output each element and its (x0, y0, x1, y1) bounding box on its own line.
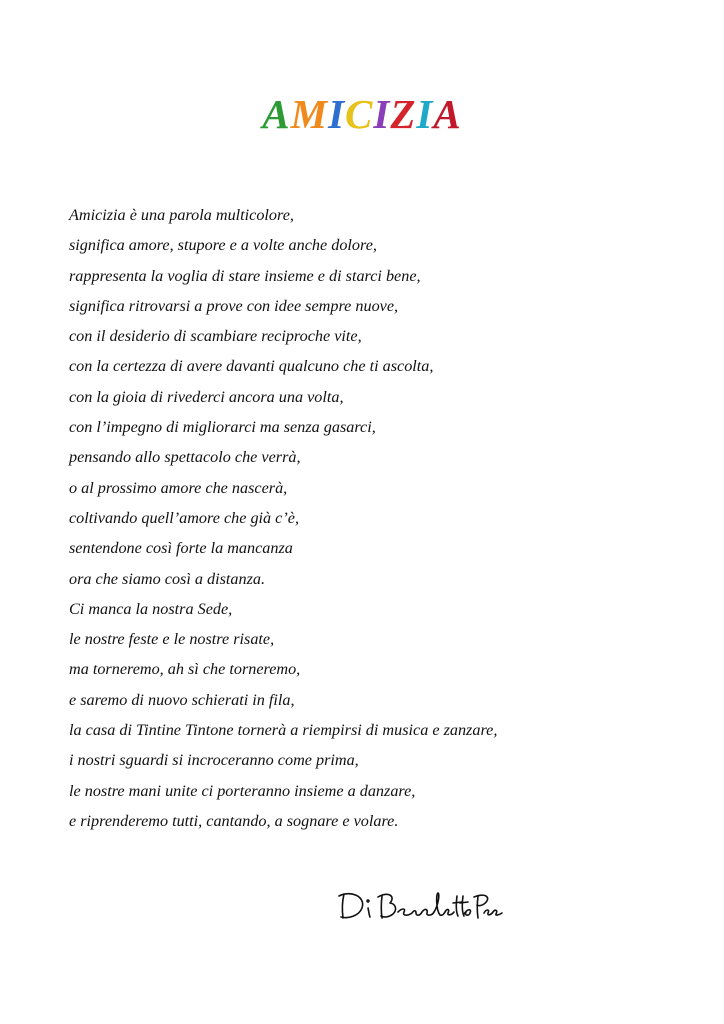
title-letter: A (262, 91, 291, 137)
poem-line: con l’impegno di migliorarci ma senza gasarci, (69, 418, 376, 437)
poem-line: significa amore, stupore e a volte anche dolore, (69, 236, 377, 255)
author-signature (336, 888, 504, 924)
title-letter: I (373, 91, 391, 137)
poem-line: ora che siamo così a distanza. (69, 569, 266, 588)
title-letter: M (290, 91, 329, 137)
poem-line: Ci manca la nostra Sede, (69, 599, 233, 618)
poem-line: rappresenta la voglia di stare insieme e di starci bene, (69, 266, 421, 285)
poem-line: Amicizia è una parola multicolore, (69, 206, 294, 224)
poem-line: con la gioia di rivederci ancora una volta, (69, 387, 344, 406)
poem-line: le nostre feste e le nostre risate, (69, 630, 275, 649)
title-letter: A (433, 91, 462, 137)
poem-line: i nostri sguardi si incroceranno come prima, (69, 751, 359, 770)
title-letter: I (416, 91, 434, 137)
title-letter: I (328, 91, 346, 137)
poem-line: pensando allo spettacolo che verrà, (69, 448, 301, 467)
poem-line: con il desiderio di scambiare reciproche vite, (69, 327, 362, 346)
poem-body (69, 200, 689, 836)
poem-line: significa ritrovarsi a prove con idee sempre nuove, (69, 296, 399, 315)
poem-title (0, 88, 724, 140)
title-letter: C (345, 91, 374, 137)
title-letter: Z (390, 91, 417, 137)
poem-line: coltivando quell’amore che già c’è, (69, 508, 299, 527)
poem-line: o al prossimo amore che nascerà, (69, 478, 288, 497)
poem-line: e riprenderemo tutti, cantando, a sognare e volare. (69, 811, 399, 830)
poem-line: le nostre mani unite ci porteranno insieme a danzare, (69, 781, 416, 800)
poem-line: ma torneremo, ah sì che torneremo, (69, 660, 301, 679)
poem-line: sentendone così forte la mancanza (69, 539, 293, 558)
poem-line: la casa di Tintine Tintone tornerà a riempirsi di musica e zanzare, (69, 721, 498, 740)
poem-line: con la certezza di avere davanti qualcuno che ti ascolta, (69, 357, 434, 376)
poem-line: e saremo di nuovo schierati in fila, (69, 690, 295, 709)
